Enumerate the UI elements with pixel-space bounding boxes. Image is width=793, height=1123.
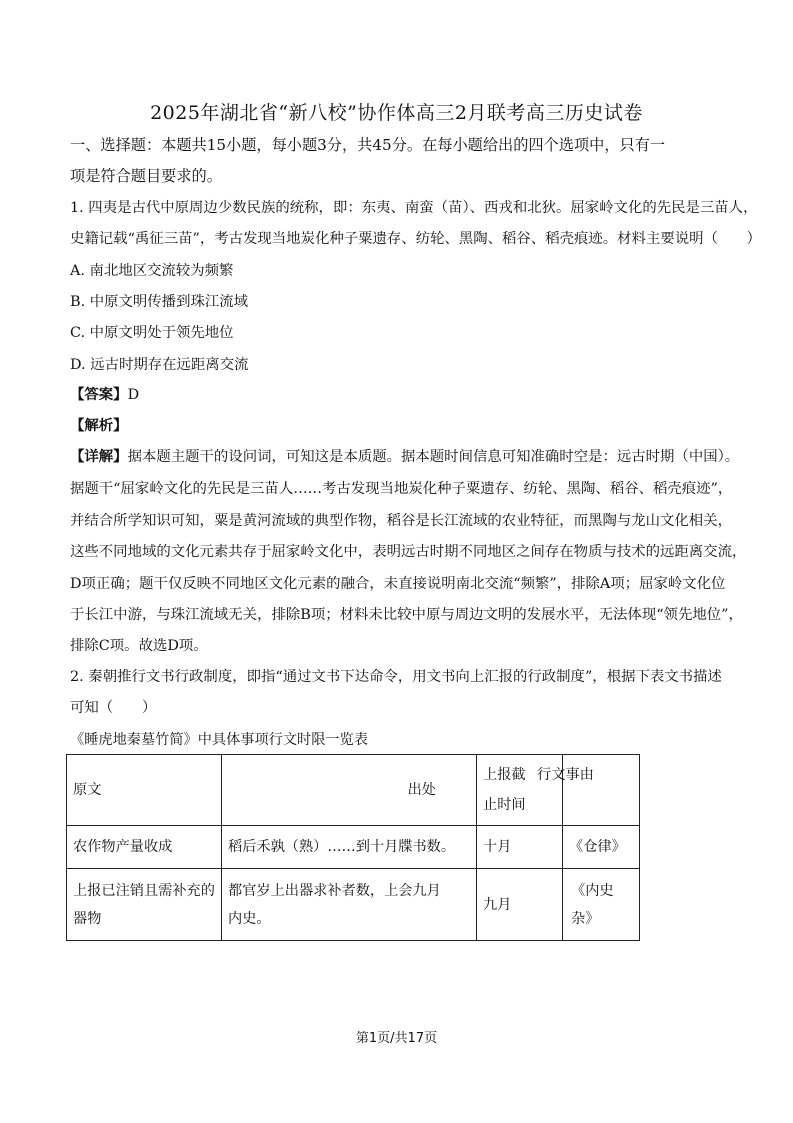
- q1-stem-line-2: 史籍记载“禹征三苗”，考古发现当地炭化种子粟遗存、纺轮、黑陶、稻谷、稻壳痕迹。材料主要说明（ ）: [70, 231, 762, 247]
- q1-detail-line-1: [70, 447, 739, 467]
- table-row: [67, 826, 640, 869]
- cell-row2-reason-line-2: 杂》: [571, 910, 600, 927]
- cell-row2-original-line-2: 器物: [73, 910, 102, 927]
- table-row: [67, 869, 640, 941]
- q1-detail-line-3: 并结合所学知识可知，粟是黄河流域的典型作物，稻谷是长江流域的农业特征，而黑陶与龙山文化相关，: [70, 513, 732, 529]
- cell-row2-source-line-1: 都官岁上出器求补者数，上会九月: [228, 882, 441, 899]
- cell-row2-reason: [563, 869, 640, 941]
- header-reason: [537, 755, 640, 826]
- cell-row1-original: 农作物产量收成: [67, 826, 222, 869]
- q1-detail-line-2: 据题干“屈家岭文化的先民是三苗人……考古发现当地炭化种子粟遗存、纺轮、黑陶、稻谷、稻壳痕迹”，: [70, 481, 733, 497]
- section-heading-line-2: 项是符合题目要求的。: [70, 167, 222, 185]
- q1-detail-line-7: 排除C项。故选D项。: [70, 638, 208, 654]
- q2-stem-line-2: 可知（ ）: [70, 700, 157, 716]
- time-limit-table: [66, 754, 640, 941]
- header-deadline-line-2: 止时间: [483, 797, 526, 813]
- cell-row2-source: [222, 869, 477, 941]
- q1-detail-line-4: 这些不同地域的文化元素共存于屈家岭文化中，表明远古时期不同地区之间存在物质与技术的远距离交流，: [70, 544, 747, 560]
- cell-row2-source-line-2: 内史。: [228, 910, 271, 927]
- cell-row1-reason: 《仓律》: [563, 826, 640, 869]
- q1-option-b: B. 中原文明传播到珠江流域: [70, 294, 249, 310]
- answer-value: D: [127, 387, 140, 403]
- q1-detail-line-6: 于长江中游，与珠江流域无关，排除B项；材料未比较中原与周边文明的发展水平，无法体现“领先地位”，: [70, 607, 743, 623]
- header-source: 出处: [222, 755, 477, 826]
- table-header-row: [67, 755, 640, 826]
- q1-option-a: A. 南北地区交流较为频繁: [70, 263, 234, 279]
- header-reason-text: 行文事由: [537, 767, 594, 783]
- answer-tag: 【答案】: [70, 386, 128, 403]
- q1-analysis-tag: [70, 416, 128, 436]
- table-caption: 《睡虎地秦墓竹简》中具体事项行文时限一览表: [70, 732, 368, 748]
- cell-row2-deadline: 九月: [477, 869, 563, 941]
- q1-stem-line-1: 1. 四夷是古代中原周边少数民族的统称，即：东夷、南蛮（苗）、西戎和北狄。屈家岭文化的先民是三苗人，: [70, 200, 758, 216]
- header-original-text: 原文: [67, 755, 222, 826]
- header-deadline: [477, 755, 563, 826]
- cell-row1-deadline: 十月: [477, 826, 563, 869]
- q1-option-d: D. 远古时期存在远距离交流: [70, 357, 249, 373]
- q1-detail-line-5: D项正确；题干仅反映不同地区文化元素的融合，未直接说明南北交流“频繁”，排除A项；屈家岭文化位: [70, 576, 726, 592]
- q1-answer-line: [70, 385, 139, 405]
- section-heading-line-1: 一、选择题：本题共15小题，每小题3分，共45分。在每小题给出的四个选项中，只有一: [70, 136, 666, 154]
- detail-text: 据本题主题干的设问词，可知这是本质题。据本题时间信息可知准确时空是：远古时期（中国）。: [127, 449, 740, 465]
- cell-row2-original: [67, 869, 222, 941]
- cell-row2-original-line-1: 上报已注销且需补充的: [73, 882, 215, 899]
- cell-row1-source: 稻后禾孰（熟）……到十月牒书数。: [222, 826, 477, 869]
- q1-option-c: C. 中原文明处于领先地位: [70, 325, 234, 341]
- q2-stem-line-1: 2. 秦朝推行文书行政制度，即指“通过文书下达命令，用文书向上汇报的行政制度”，根据下表文书描述: [70, 669, 722, 685]
- detail-tag: 【详解】: [70, 448, 128, 465]
- header-deadline-line-1: 上报截: [483, 767, 526, 783]
- analysis-tag: 【解析】: [70, 417, 128, 434]
- page-title: 2025年湖北省“新八校”协作体高三2月联考高三历史试卷: [150, 102, 643, 124]
- cell-row2-reason-line-1: 《内史: [571, 882, 614, 899]
- page-footer: 第1页/共17页: [355, 1031, 438, 1046]
